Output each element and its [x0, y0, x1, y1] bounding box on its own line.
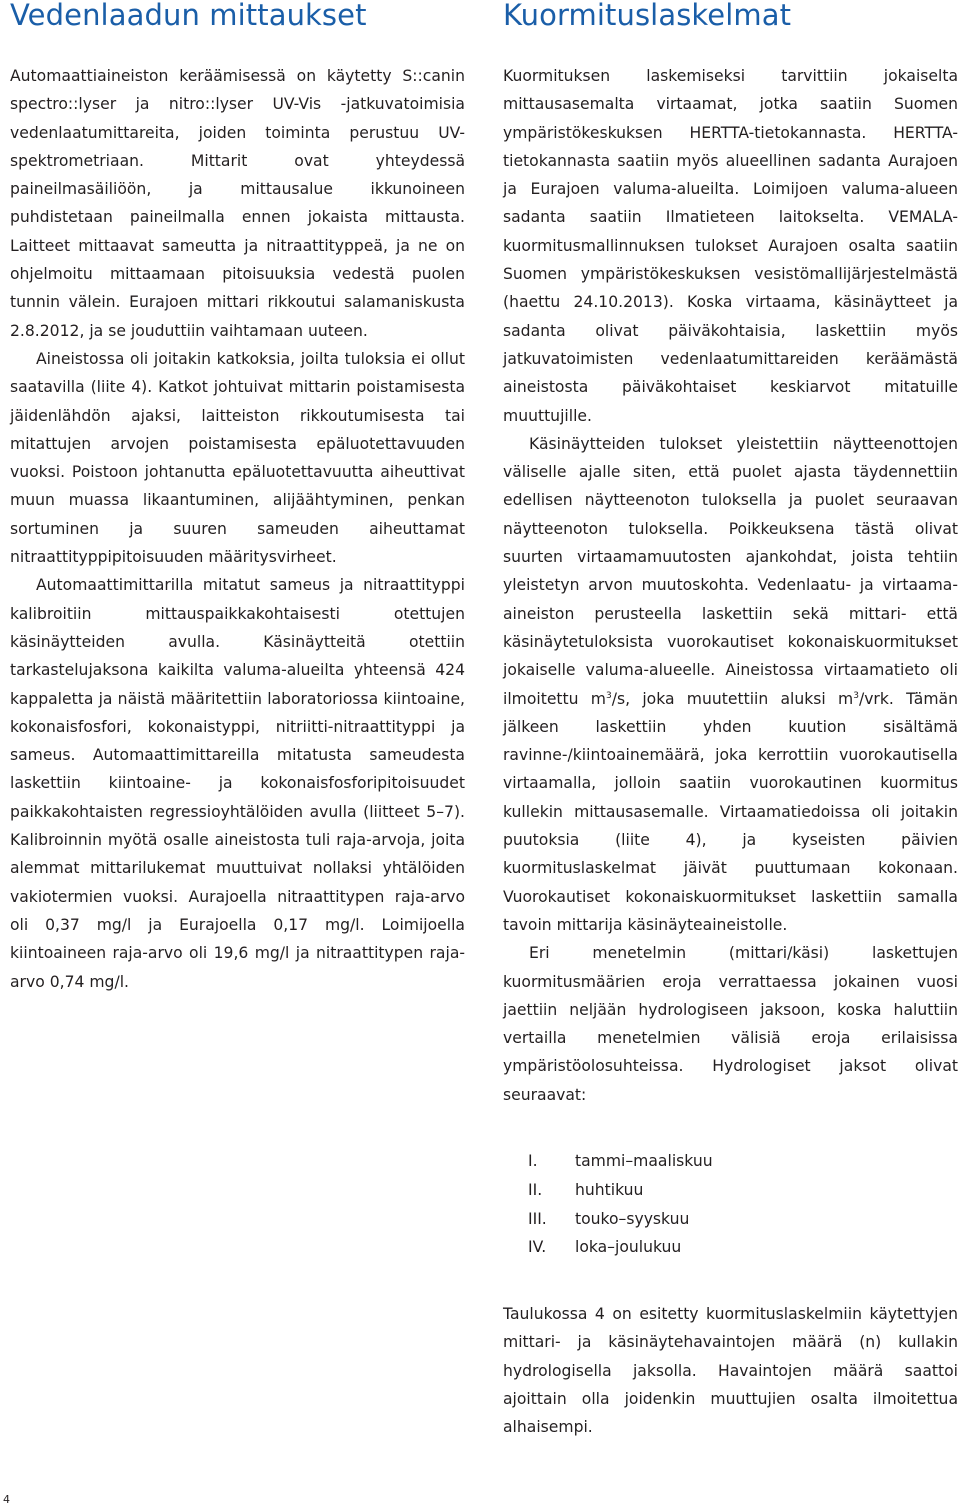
text-run: /vrk. Tämän jälkeen laskettiin yhden kuution sisältämä ravinne-/kiintoainemäärä, joka kerrottiin vuorokautisella virtaamalla, jolloin saatiin vuorokautinen kuormitus kullekin mittausasemalle. Virtaamatiedoissa oli joitakin puutoksia (liite 4), ja kyseisten päivien kuormituslaskelmat jäivät puuttumaan kokonaan. Vuorokautiset kokonaiskuormitukset laskettiin samalla tavoin mittarija käsinäyteaineistolle.: [503, 689, 958, 934]
right-body: [503, 62, 958, 1442]
paragraph: Eri menetelmin (mittari/käsi) laskettujen kuormitusmäärien eroja verrattaessa jokainen vuosi jaettiin neljään hydrologiseen jaksoon, koska haluttiin vertailla menetelmien välisiä eroja erilaisissa ympäristöolosuhteissa. Hydrologiset jaksot olivat seuraavat:: [503, 944, 958, 1104]
left-body: [10, 62, 465, 996]
list-item: [528, 1176, 958, 1205]
list-number: II.: [528, 1180, 543, 1199]
superscript: 3: [853, 690, 859, 701]
paragraph: Taulukossa 4 on esitetty kuormituslaskelmiin käytettyjen mittari- ja käsinäytehavaintojen määrä (n) kullakin hydrologisella jaksolla. Havaintojen määrä saattoi ajoittain olla joidenkin muuttujien osalta ilmoitettua alhaisempi.: [503, 1305, 958, 1437]
list-item: [528, 1205, 958, 1234]
list-label: huhtikuu: [575, 1180, 644, 1199]
right-column: [503, 0, 958, 1442]
page-number: 4: [3, 1493, 10, 1506]
hydrological-periods-list: [528, 1147, 958, 1262]
text-run: Käsinäytteiden tulokset yleistettiin näytteenottojen väliselle ajalle siten, että puolet ajasta täydennettiin edellisen näytteenoton tuloksella ja puolet seuraavan näytteenoton tuloksella. Poikkeuksena tästä olivat suurten virtaamamuutosten ajankohdat, joista tehtiin yleistetyn arvon muutoskohta. Vedenlaatu- ja virtaama-aineiston perusteella laskettiin sekä mittari- että käsinäytetuloksista vuorokautiset kokonaiskuormitukset jokaiselle valuma-alueelle. Aineistossa virtaamatieto oli ilmoitettu m: [503, 434, 958, 708]
list-number: I.: [528, 1151, 538, 1170]
list-label: tammi–maaliskuu: [575, 1151, 713, 1170]
list-label: touko–syyskuu: [575, 1209, 690, 1228]
section-title-water-quality: Vedenlaadun mittaukset: [10, 0, 367, 32]
left-column: [10, 0, 465, 996]
list-number: IV.: [528, 1238, 547, 1257]
list-label: loka–joulukuu: [575, 1238, 682, 1257]
paragraph: [503, 430, 958, 939]
list-item: [528, 1233, 958, 1262]
text-run: /s, joka muutettiin aluksi m: [611, 689, 854, 708]
list-item: [528, 1147, 958, 1176]
list-number: III.: [528, 1209, 547, 1228]
section-title-load-calculations: Kuormituslaskelmat: [503, 0, 792, 32]
paragraph: Automaattiaineiston keräämisessä on käytetty S::canin spectro::lyser ja nitro::lyser UV-Vis -jatkuvatoimisia vedenlaatumittareita, joiden toiminta perustuu UV-spektrometriaan. Mittarit ovat yhteydessä paineilmasäiliöön, ja mittausalue ikkunoineen puhdistetaan paineilmalla ennen jokaista mittausta. Laitteet mittaavat sameutta ja nitraattityppeä, ja ne on ohjelmoitu mittaamaan pitoisuuksia vedestä puolen tunnin välein. Eurajoen mittari rikkoutui salamaniskusta 2.8.2012, ja se jouduttiin vaihtamaan uuteen.: [10, 67, 465, 340]
superscript: 3: [606, 690, 612, 701]
paragraph: Aineistossa oli joitakin katkoksia, joilta tuloksia ei ollut saatavilla (liite 4). Katkot johtuivat mittarin poistamisesta jäidenlähdön ajaksi, laitteiston rikkoutumisesta tai mitattujen arvojen poistamisesta epäluotettavuuden vuoksi. Poistoon johtanutta epäluotettavuutta aiheuttivat muun muassa likaantuminen, alijäähtyminen, penkan sortuminen ja suuren sameuden aiheuttamat nitraattityppipitoisuuden määritysvirheet.: [10, 349, 465, 567]
paragraph: Automaattimittarilla mitatut sameus ja nitraattityppi kalibroitiin mittauspaikkakohtaisesti otettujen käsinäytteiden avulla. Käsinäytteitä otettiin tarkastelujaksona kaikilta valuma-alueilta yhteensä 424 kappaletta ja näistä määritettiin laboratoriossa kiintoaine, kokonaisfosfori, kokonaistyppi, nitriitti-nitraattityppi ja sameus. Automaattimittareilla mitatusta sameudesta laskettiin kiintoaine- ja kokonaisfosforipitoisuudet paikkakohtaisten regressioyhtälöiden avulla (liitteet 5–7). Kalibroinnin myötä osalle aineistosta tuli raja-arvoja, joita alemmat mittarilukemat muuttuivat nollaksi yhtälöiden vakiotermien vuoksi. Aurajoella nitraattitypen raja-arvo oli 0,37 mg/l ja Eurajoella 0,17 mg/l. Loimijoella kiintoaineen raja-arvo oli 19,6 mg/l ja nitraattitypen raja-arvo 0,74 mg/l.: [10, 576, 465, 991]
paragraph: Kuormituksen laskemiseksi tarvittiin jokaiselta mittausasemalta virtaamat, jotka saatiin Suomen ympäristökeskuksen HERTTA-tietokannasta. HERTTA-tietokannasta saatiin myös alueellinen sadanta Aurajoen ja Eurajoen valuma-alueilta. Loimijoen valuma-alueen sadanta saatiin Ilmatieteen laitokselta. VEMALA-kuormitusmallinnuksen tulokset Aurajoen osalta saatiin Suomen ympäristökeskuksen vesistömallijärjestelmästä (haettu 24.10.2013). Koska virtaama, käsinäytteet ja sadanta olivat päiväkohtaisia, laskettiin myös jatkuvatoimisten vedenlaatumittareiden keräämästä aineistosta päiväkohtaiset keskiarvot mitatuille muuttujille.: [503, 67, 958, 425]
